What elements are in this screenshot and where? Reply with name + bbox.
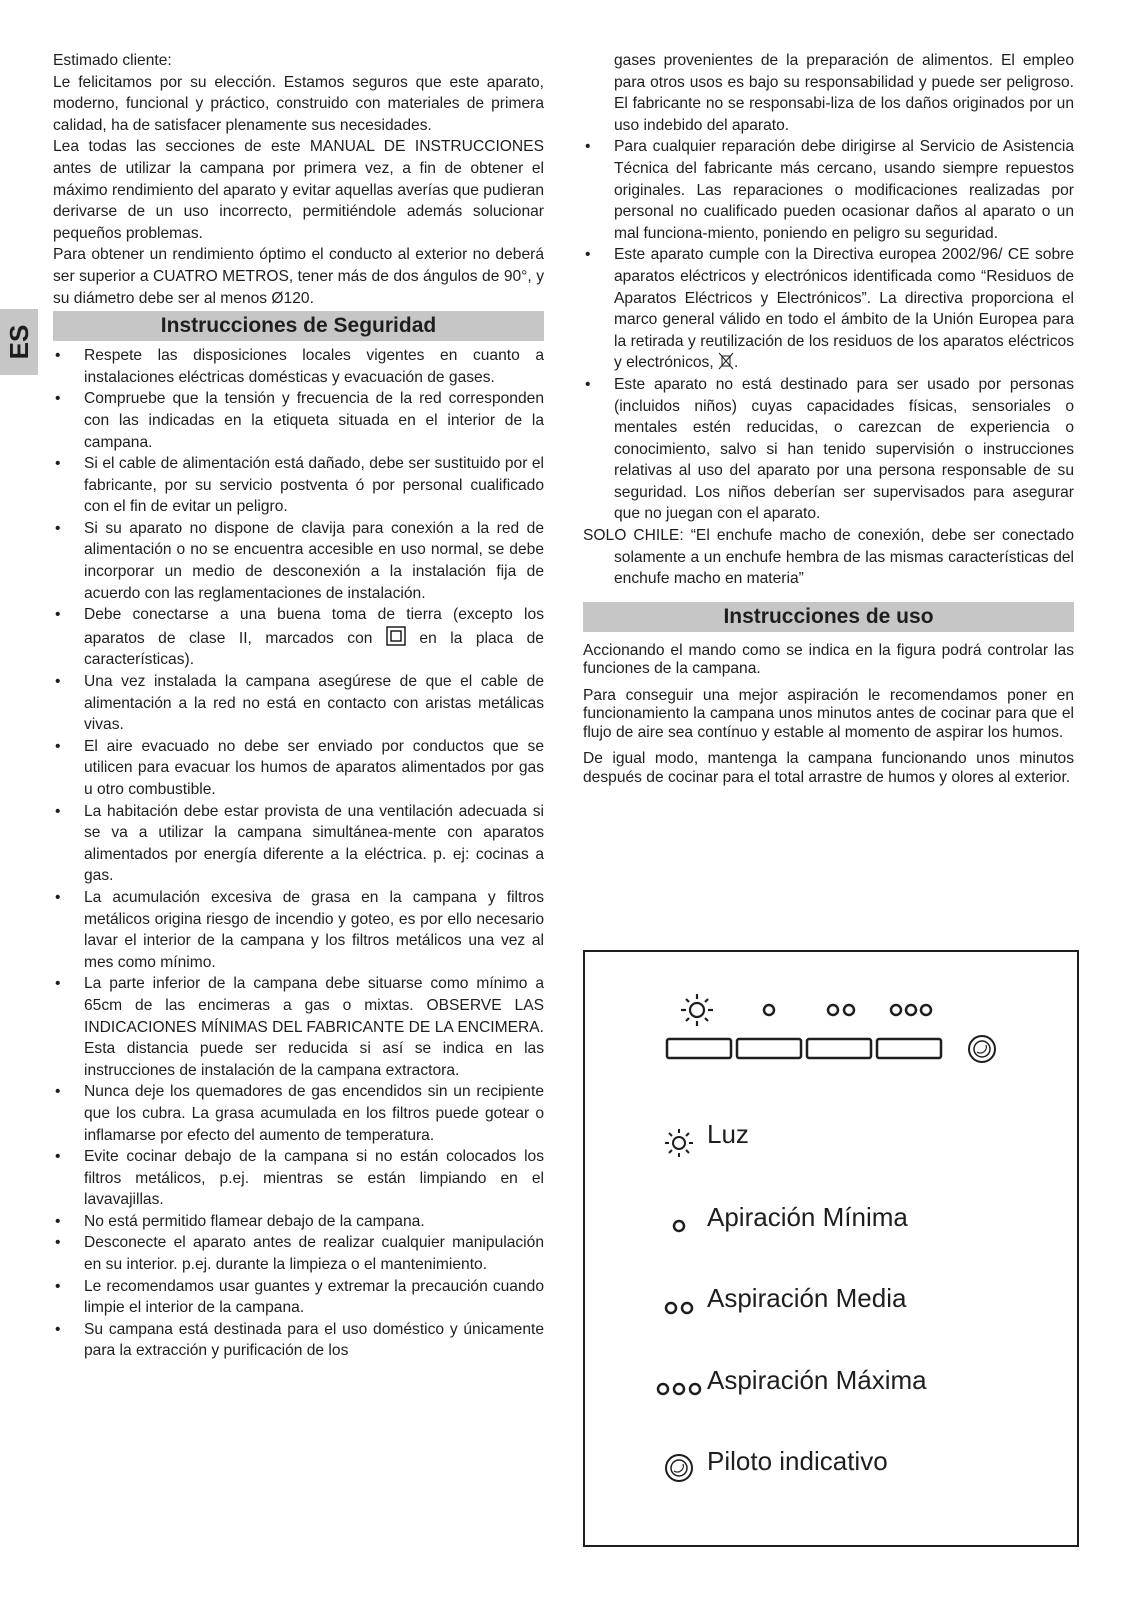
safety-section-title: Instrucciones de Seguridad xyxy=(53,311,544,341)
light-icon xyxy=(665,1129,693,1157)
safety-item: • La acumulación excesiva de grasa en la campana y filtros metálicos origina riesgo de incendio y goteo, es por ello necesario lavar el interior de la campana y los filtros metálicos una vez al mes como mínimo. xyxy=(55,888,544,971)
safety-item-weee: • Este aparato cumple con la Directiva europea 2002/96/ CE sobre aparatos eléctricos y electrónicos identificada como “Residuos de Aparatos Eléctricos y Electrónicos”. La directiva proporciona el marco general válido en todo el ámbito de la Unión Europea para la retirada y reutilización de los residuos de los aparatos eléctricos y electrónicos, . xyxy=(585,246,1074,372)
usage-section-title: Instrucciones de uso xyxy=(583,602,1074,632)
safety-item-domestic-use-continued: gases provenientes de la preparación de alimentos. El empleo para otros usos es bajo su responsabilidad y puede ser peligroso. El fabricante no se responsabi-liza de los daños originados por un uso indebido del aparato. xyxy=(614,52,1074,134)
control-panel-figure xyxy=(583,950,1079,1547)
speed-1-button xyxy=(737,1039,801,1058)
language-tab xyxy=(0,309,38,375)
light-button xyxy=(667,1039,731,1058)
safety-item: • Si su aparato no dispone de clavija para conexión a la red de alimentación o no se encuentra accesible en uso normal, se debe incorporar un medio de desconexión a la instalación fija de acuerdo con las reglamentaciones de instalación. xyxy=(55,519,544,602)
safety-item: • Evite cocinar debajo de la campana si no están colocados los filtros metálicos, p.ej. mientras se están limpiando en el lavavajillas. xyxy=(55,1148,544,1209)
speed-3-button xyxy=(877,1039,941,1058)
intro-paragraph-2: Lea todas las secciones de este MANUAL DE INSTRUCCIONES antes de utilizar la campana por primera vez, a fin de obtener el máximo rendimiento del aparato y evitar aquellas averías que pudieran derivarse de un uso incorrecto, permitiéndole además solucionar pequeños problemas. xyxy=(53,138,544,242)
safety-item: • La habitación debe estar provista de una ventilación adecuada si se va a utilizar la campana simultánea-mente con aparatos alimentados por energía diferente a la eléctrica. p. ej: cocinas a gas. xyxy=(55,802,544,885)
pilot-light-icon xyxy=(969,1036,995,1062)
greeting: Estimado cliente: xyxy=(53,52,172,69)
chile-note: SOLO CHILE: “El enchufe macho de conexión, debe ser conectado solamente a un enchufe hembra de las mismas características del enchufe macho en materia” xyxy=(583,527,1074,588)
safety-item: • La parte inferior de la campana debe situarse como mínimo a 65cm de las encimeras a gas o mixtas. OBSERVE LAS INDICACIONES MÍNIMAS DEL FABRICANTE DE LA ENCIMERA. Esta distancia puede ser reducida si así se indica en las instrucciones de instalación de la campana extractora. xyxy=(55,975,544,1079)
speed-2-icon xyxy=(666,1303,692,1313)
speed-3-icon xyxy=(658,1384,700,1394)
language-tab-label: ES xyxy=(4,324,34,360)
safety-list-continued xyxy=(583,50,1074,525)
usage-text xyxy=(583,642,1074,788)
safety-item: • Respete las disposiciones locales vigentes en cuanto a instalaciones eléctricas domésticas y evacuación de gases. xyxy=(55,347,544,386)
legend-speed-2-label: Aspiración Media xyxy=(707,1283,907,1313)
speed-3-icon xyxy=(891,1005,931,1015)
legend-pilot-label: Piloto indicativo xyxy=(707,1446,888,1476)
safety-item: • No está permitido flamear debajo de la campana. xyxy=(55,1212,425,1230)
speed-2-button xyxy=(807,1039,871,1058)
safety-item: • Le recomendamos usar guantes y extremar la precaución cuando limpie el interior de la campana. xyxy=(55,1277,544,1317)
speed-1-icon xyxy=(674,1221,684,1231)
speed-2-icon xyxy=(828,1005,854,1015)
light-icon xyxy=(681,994,713,1026)
pilot-light-icon xyxy=(666,1455,692,1481)
speed-1-icon xyxy=(764,1005,774,1015)
safety-item: • Desconecte el aparato antes de realizar cualquier manipulación en su interior. p.ej. durante la limpieza o el mantenimiento. xyxy=(55,1234,544,1274)
safety-item: • Compruebe que la tensión y frecuencia de la red corresponden con las indicadas en la etiqueta situada en el interior de la campana. xyxy=(55,390,544,451)
safety-item: • Nunca deje los quemadores de gas encendidos sin un recipiente que los cubra. La grasa acumulada en los filtros puede gotear o inflamarse por efecto del aumento de temperatura. xyxy=(55,1083,544,1144)
left-column xyxy=(53,50,544,1362)
safety-item: • El aire evacuado no debe ser enviado por conductos que se utilicen para evacuar los humos de aparatos alimentados por gas u otro combustible. xyxy=(55,737,544,798)
safety-item-domestic-use: • Su campana está destinada para el uso doméstico y únicamente para la extracción y purificación de los xyxy=(55,1320,544,1360)
legend-speed-3-label: Aspiración Máxima xyxy=(707,1365,927,1395)
right-column xyxy=(583,50,1074,795)
usage-paragraph-3: De igual modo, mantenga la campana funcionando unos minutos después de cocinar para el total arrastre de humos y olores al exterior. xyxy=(583,750,1074,786)
safety-item: • Una vez instalada la campana asegúrese de que el cable de alimentación a la red no está en contacto con aristas metálicas vivas. xyxy=(55,673,544,734)
intro-paragraph-3: Para obtener un rendimiento óptimo el conducto al exterior no deberá ser superior a CUATRO METROS, tener más de dos ángulos de 90°, y su diámetro debe ser al menos Ø120. xyxy=(53,246,544,307)
usage-paragraph-1: Accionando el mando como se indica en la figura podrá controlar las funciones de la campana. xyxy=(583,641,1074,678)
safety-item: • Este aparato no está destinado para ser usado por personas (incluidos niños) cuyas capacidades físicas, sensoriales o mentales estén reducidas, o carezcan de experiencia o conocimiento, salvo si han tenido supervisión o instrucciones relativas al uso del aparato por una persona responsable de su seguridad. Los niños deberían ser supervisados para asegurar que no juegan con el aparato. xyxy=(585,375,1074,523)
class-ii-double-insulation-icon xyxy=(386,626,406,646)
legend-speed-1-label: Apiración Mínima xyxy=(707,1202,908,1232)
intro-paragraph-1: Le felicitamos por su elección. Estamos seguros que este aparato, moderno, funcional y práctico, construido con materiales de primera calidad, ha de satisfacer plenamente sus necesidades. xyxy=(53,73,544,134)
crossed-bin-icon xyxy=(718,352,734,370)
usage-paragraph-2: Para conseguir una mejor aspiración le recomendamos poner en funcionamiento la campana unos minutos antes de cocinar para que el flujo de aire sea contínuo y estable al momento de aspirar los humos. xyxy=(583,686,1074,741)
safety-item: • Para cualquier reparación debe dirigirse al Servicio de Asistencia Técnica del fabricante más cercano, usando siempre repuestos originales. Las reparaciones o modificaciones realizadas por personal no cualificado pueden ocasionar daños al aparato o un mal funciona-miento, poniendo en peligro su seguridad. xyxy=(585,138,1074,242)
legend-light-label: Luz xyxy=(707,1119,749,1149)
safety-item: • Si el cable de alimentación está dañado, debe ser sustituido por el fabricante, por su servicio postventa ó por personal cualificado con el fin de evitar un peligro. xyxy=(55,455,544,516)
safety-list xyxy=(53,345,544,1362)
safety-item-grounding: • Debe conectarse a una buena toma de tierra (excepto los aparatos de clase II, marcados con en la placa de características). xyxy=(55,606,544,669)
